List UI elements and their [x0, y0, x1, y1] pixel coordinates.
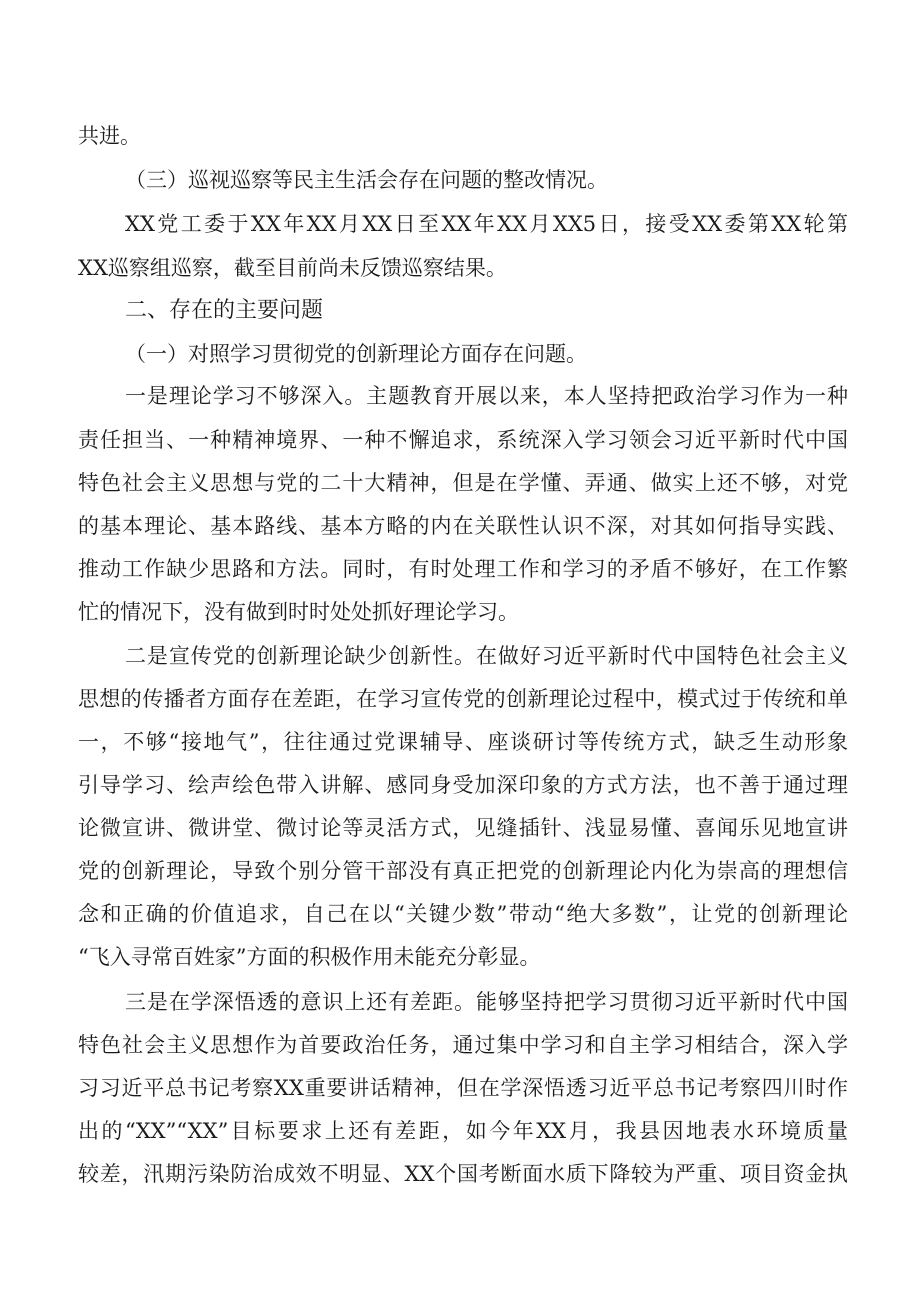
body-line: 论微宣讲、微讲堂、微讨论等灵活方式，见缝插针、浅显易懂、喜闻乐见地宣讲 [78, 816, 848, 840]
body-line: 出的“XX”“XX”目标要求上还有差距，如今年XX月，我县因地表水环境质量 [78, 1119, 848, 1143]
body-line: 党的创新理论，导致个别分管干部没有真正把党的创新理论内化为崇高的理想信 [78, 859, 848, 883]
body-line: 特色社会主义思想作为首要政治任务，通过集中学习和自主学习相结合，深入学 [78, 1033, 848, 1057]
body-line: 三是在学深悟透的意识上还有差距。能够坚持把学习贯彻习近平新时代中国 [125, 990, 848, 1014]
body-line: 一，不够“接地气”，往往通过党课辅导、座谈研讨等传统方式，缺乏生动形象 [78, 730, 848, 754]
body-line: XX党工委于XX年XX月XX日至XX年XX月XX5日，接受XX委第XX轮第 [125, 212, 848, 236]
body-line: 共进。 [78, 124, 141, 148]
body-line: 一是理论学习不够深入。主题教育开展以来，本人坚持把政治学习作为一种 [125, 384, 848, 408]
body-line: 思想的传播者方面存在差距，在学习宣传党的创新理论过程中，模式过于传统和单 [78, 687, 848, 711]
body-line: 忙的情况下，没有做到时时处处抓好理论学习。 [78, 600, 519, 624]
body-line: 较差，汛期污染防治成效不明显、XX个国考断面水质下降较为严重、项目资金执 [78, 1162, 848, 1186]
subsection-heading: （三）巡视巡察等民主生活会存在问题的整改情况。 [125, 168, 608, 192]
body-line: XX巡察组巡察，截至目前尚未反馈巡察结果。 [78, 256, 507, 280]
subsection-heading: （一）对照学习贯彻党的创新理论方面存在问题。 [125, 342, 587, 366]
body-line: 特色社会主义思想与党的二十大精神，但是在学懂、弄通、做实上还不够，对党 [78, 471, 848, 495]
body-line: “飞入寻常百姓家”方面的积极作用未能充分彰显。 [78, 945, 541, 969]
body-line: 习习近平总书记考察XX重要讲话精神，但在学深悟透习近平总书记考察四川时作 [78, 1076, 848, 1100]
body-line: 引导学习、绘声绘色带入讲解、感同身受加深印象的方式方法，也不善于通过理 [78, 773, 848, 797]
body-line: 的基本理论、基本路线、基本方略的内在关联性认识不深，对其如何指导实践、 [78, 514, 848, 538]
body-line: 推动工作缺少思路和方法。同时，有时处理工作和学习的矛盾不够好，在工作繁 [78, 557, 848, 581]
section-heading: 二、存在的主要问题 [125, 298, 324, 323]
body-line: 念和正确的价值追求，自己在以“关键少数”带动“绝大多数”，让党的创新理论 [78, 902, 848, 926]
body-line: 二是宣传党的创新理论缺少创新性。在做好习近平新时代中国特色社会主义 [125, 644, 848, 668]
body-line: 责任担当、一种精神境界、一种不懈追求，系统深入学习领会习近平新时代中国 [78, 428, 848, 452]
